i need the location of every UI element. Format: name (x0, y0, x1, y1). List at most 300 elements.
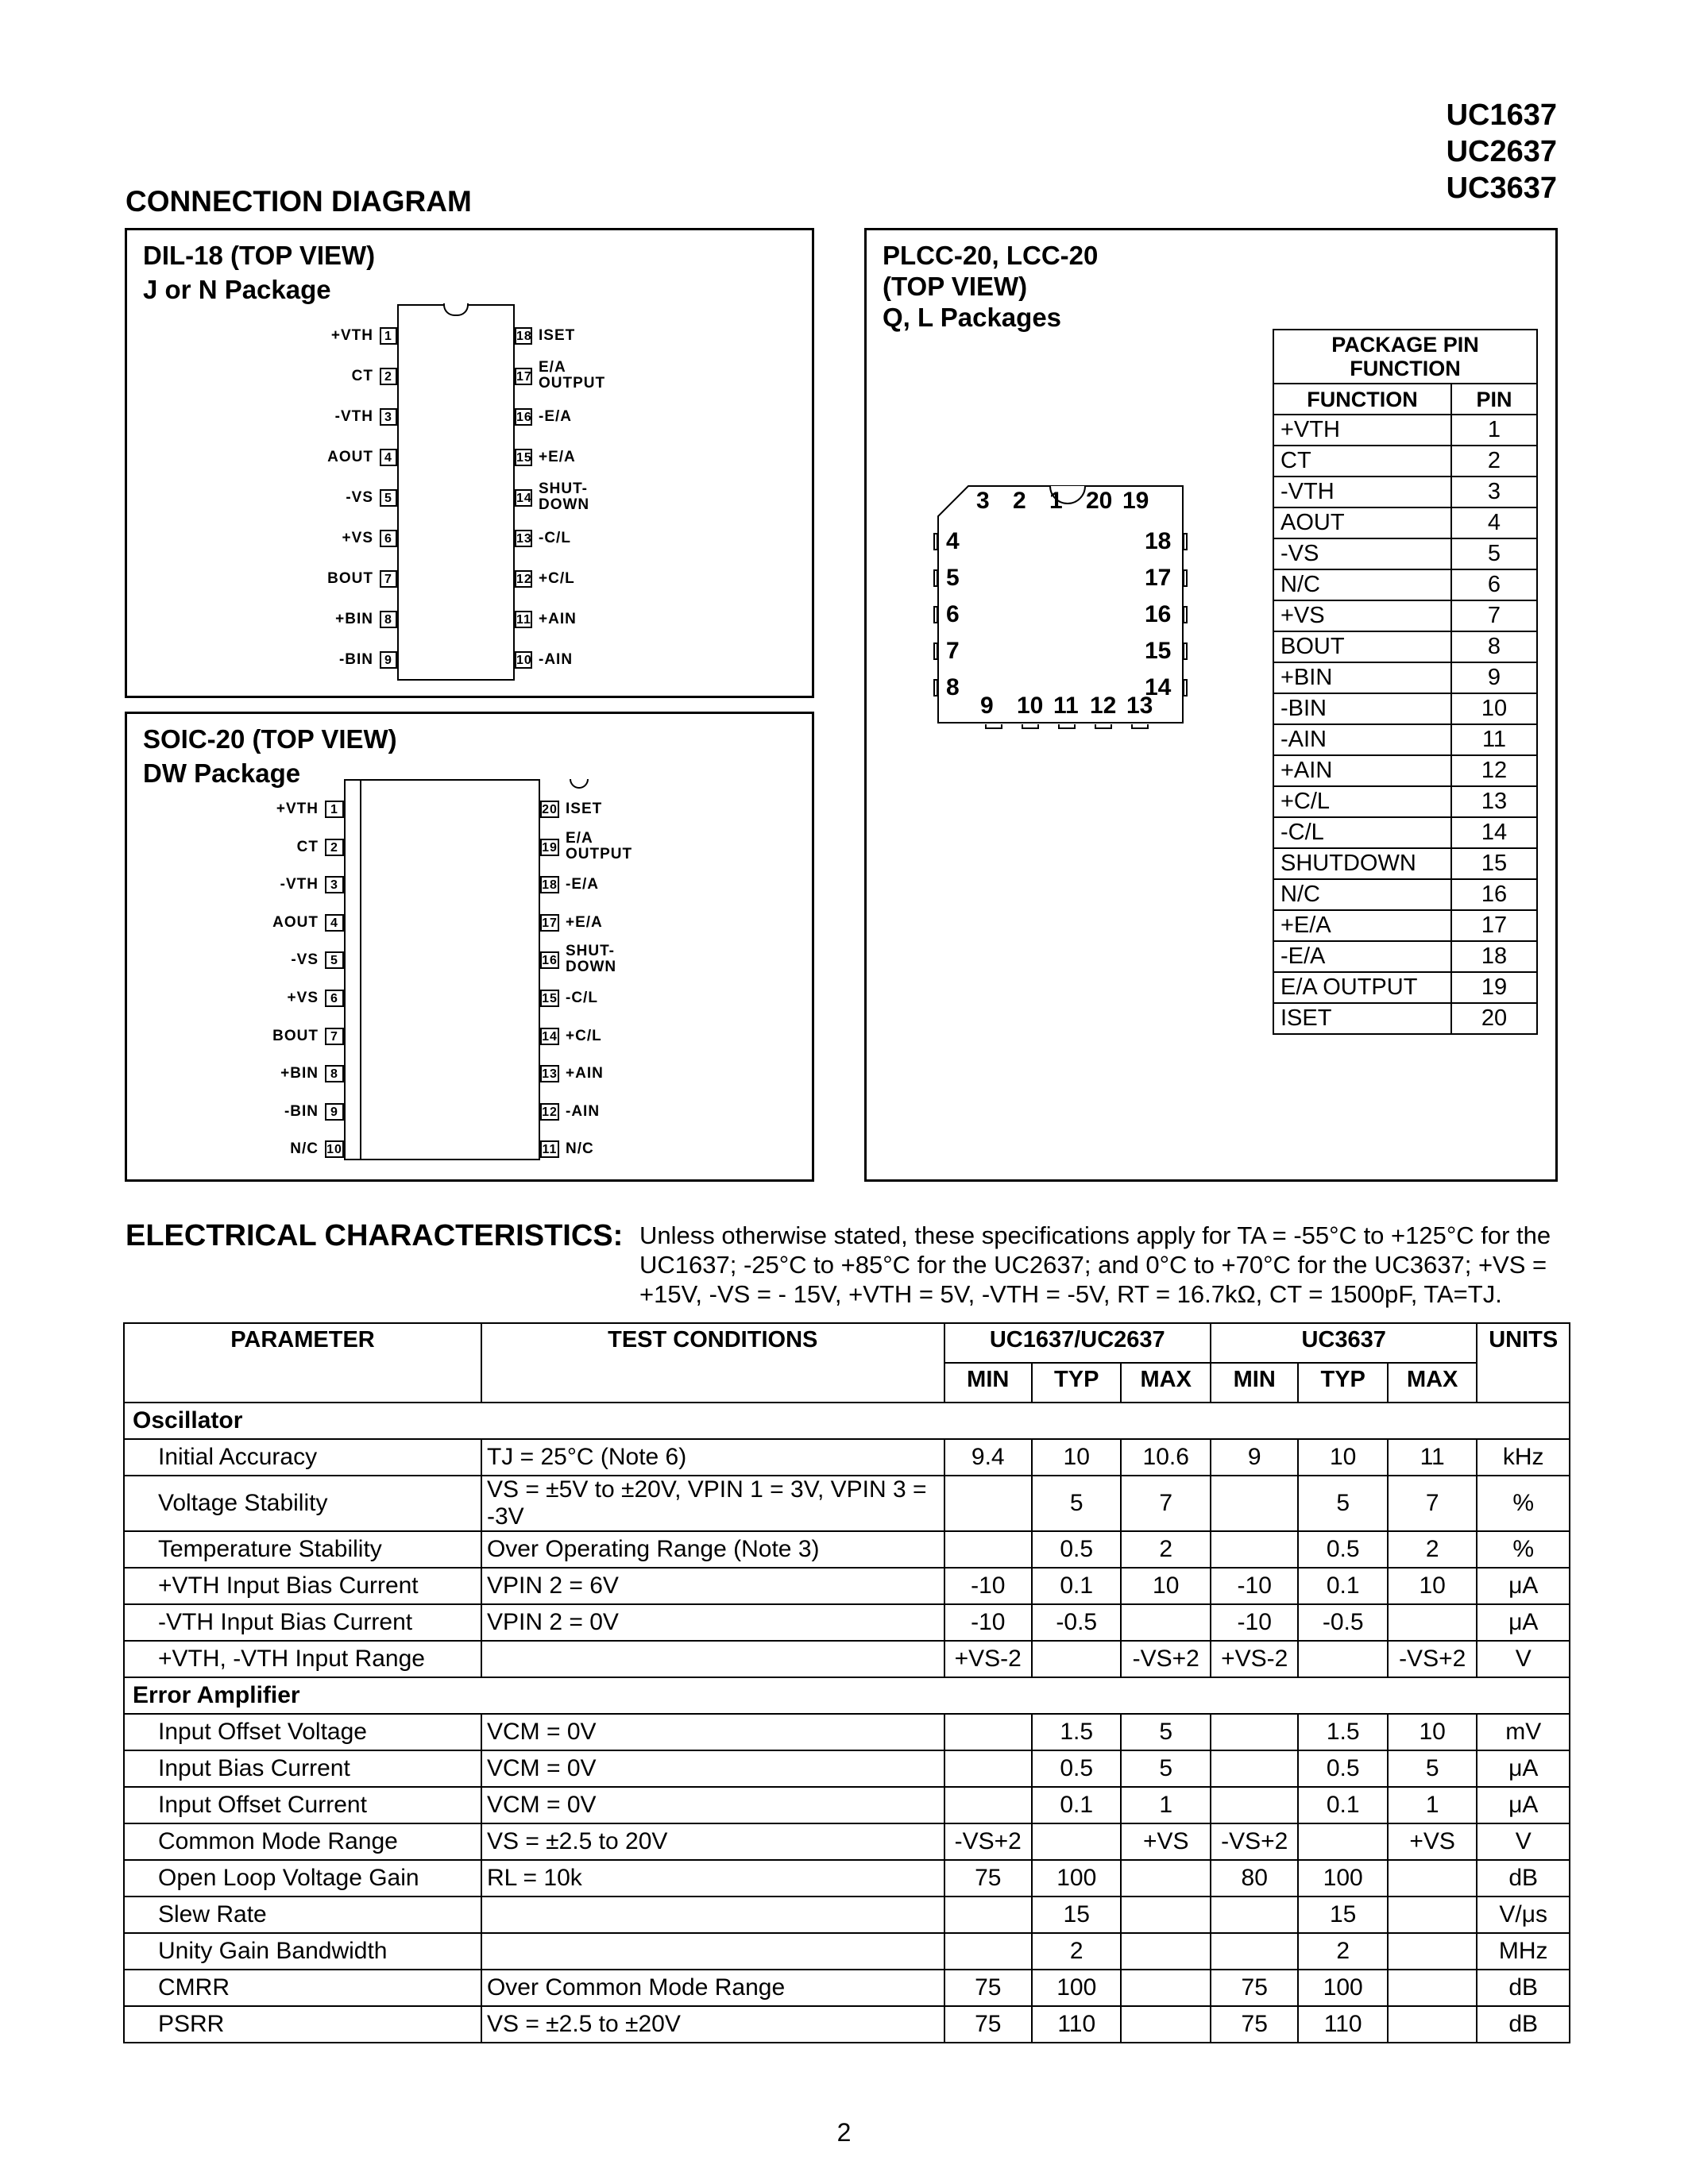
plcc-right-lead (1183, 642, 1188, 660)
pin-table-row (1273, 724, 1537, 755)
value-cell: 1 (1121, 1787, 1210, 1823)
plcc-right-pin-14: 14 (1145, 674, 1172, 700)
soic-left-pin-number: 5 (325, 951, 344, 969)
value-cell: 5 (1388, 1750, 1477, 1787)
value-cell (1121, 1604, 1210, 1641)
part-number-2: UC2637 (1446, 135, 1557, 168)
dil-right-pin-label (539, 408, 666, 425)
dil-right-pin-16 (515, 407, 674, 429)
dil-left-pin-1 (127, 326, 397, 348)
value-cell: 10 (1032, 1439, 1121, 1476)
header-max-2: MAX (1388, 1363, 1477, 1403)
value-cell (1121, 1933, 1210, 1970)
dil-18-box (125, 228, 814, 698)
soic-right-pin-15 (540, 988, 699, 1010)
soic-left-pin-number: 8 (325, 1065, 344, 1082)
value-cell (944, 1897, 1032, 1933)
pin-table-row (1273, 1003, 1537, 1034)
soic-right-pin-label (566, 990, 693, 1006)
value-cell: -VS+2 (1121, 1641, 1210, 1677)
soic-left-pin-label: AOUT (272, 913, 319, 931)
pin-table-pin-header: PIN (1451, 384, 1537, 415)
value-cell: -0.5 (1032, 1604, 1121, 1641)
value-cell: 5 (1121, 1750, 1210, 1787)
soic-right-pin-number: 17 (540, 914, 559, 932)
soic-right-pin-number: 19 (540, 839, 559, 856)
value-cell (1388, 1860, 1477, 1897)
soic-right-pin-label-1: -AIN (566, 1102, 601, 1120)
value-cell: 100 (1298, 1860, 1387, 1897)
pin-number-cell: 2 (1451, 446, 1537, 477)
value-cell: 2 (1121, 1531, 1210, 1568)
parameter-cell: PSRR (124, 2006, 481, 2043)
dil-right-pin-number: 18 (515, 327, 532, 345)
soic-left-pin-label: +VS (287, 990, 319, 1006)
plcc-top-pin-3: 3 (976, 488, 990, 514)
soic-right-pin-label-1: ISET (566, 801, 603, 817)
value-cell (1388, 1604, 1477, 1641)
units-cell: % (1477, 1476, 1570, 1531)
soic-left-pin-number: 9 (325, 1103, 344, 1121)
value-cell: 2 (1298, 1933, 1387, 1970)
value-cell: 75 (944, 2006, 1032, 2043)
soic-left-pin-label: -VTH (280, 876, 319, 893)
units-cell: % (1477, 1531, 1570, 1568)
value-cell: 1.5 (1032, 1714, 1121, 1750)
pin-function-cell: +AIN (1273, 755, 1451, 786)
units-cell: MHz (1477, 1933, 1570, 1970)
value-cell: 5 (1298, 1476, 1387, 1531)
soic-left-pin-label: +VTH (276, 801, 319, 817)
pin-table-row (1273, 786, 1537, 817)
soic-right-pin-label-2: DOWN (566, 959, 617, 976)
pin-number-cell: 19 (1451, 972, 1537, 1003)
dil-right-pin-number: 12 (515, 570, 532, 588)
header-units: UNITS (1477, 1323, 1570, 1403)
soic-left-pin-number: 4 (325, 914, 344, 932)
value-cell: -VS+2 (944, 1823, 1032, 1860)
pin-table-row (1273, 415, 1537, 446)
dil-right-pin-label-1: -AIN (539, 651, 574, 668)
pin-number-cell: 3 (1451, 477, 1537, 507)
plcc-left-pin-5: 5 (946, 565, 960, 591)
value-cell: 0.5 (1298, 1750, 1387, 1787)
table-row (124, 1476, 1570, 1531)
parameter-cell: Open Loop Voltage Gain (124, 1860, 481, 1897)
dil-left-pin-label: +VTH (330, 327, 373, 344)
dil-right-pin-number: 15 (515, 449, 532, 466)
pin-number-cell: 6 (1451, 569, 1537, 600)
pin-table-row (1273, 569, 1537, 600)
pin-number-cell: 7 (1451, 600, 1537, 631)
parameter-cell: +VTH, -VTH Input Range (124, 1641, 481, 1677)
table-row (124, 1787, 1570, 1823)
pin-table-row (1273, 693, 1537, 724)
soic-right-pin-number: 13 (540, 1065, 559, 1082)
dil-left-pin-label: CT (351, 368, 373, 384)
soic-left-pin-label: CT (296, 838, 319, 855)
section-name: Oscillator (124, 1403, 1570, 1439)
units-cell: dB (1477, 1970, 1570, 2006)
table-row (124, 1970, 1570, 2006)
dil-right-pin-label-1: E/A (539, 359, 566, 376)
soic-right-pin-13 (540, 1063, 699, 1086)
pin-function-cell: -VTH (1273, 477, 1451, 507)
soic-right-pin-label (566, 1028, 693, 1044)
value-cell: -10 (1211, 1604, 1298, 1641)
value-cell (944, 1476, 1032, 1531)
value-cell (1388, 1970, 1477, 2006)
soic-right-pin-label-2: OUTPUT (566, 845, 633, 862)
value-cell (944, 1714, 1032, 1750)
value-cell: 10 (1388, 1714, 1477, 1750)
header-max-1: MAX (1121, 1363, 1210, 1403)
value-cell (944, 1531, 1032, 1568)
soic-right-pin-17 (540, 913, 699, 935)
header-test-conditions: TEST CONDITIONS (481, 1323, 944, 1403)
soic-left-pin-4 (127, 913, 344, 935)
dil-right-pin-number: 14 (515, 489, 532, 507)
soic-notch (570, 779, 589, 789)
pin-table-row (1273, 972, 1537, 1003)
plcc-bottom-pin-12: 12 (1090, 693, 1117, 719)
plcc-right-pin-15: 15 (1145, 638, 1172, 664)
plcc-bottom-pin-10: 10 (1017, 693, 1044, 719)
plcc-left-lead (933, 533, 938, 550)
soic-right-pin-label (566, 1103, 693, 1120)
value-cell: 9 (1211, 1439, 1298, 1476)
pin-table-row (1273, 910, 1537, 941)
value-cell: 10 (1388, 1568, 1477, 1604)
pin-number-cell: 12 (1451, 755, 1537, 786)
value-cell: +VS-2 (1211, 1641, 1298, 1677)
value-cell: 0.1 (1298, 1787, 1387, 1823)
soic-20-box (125, 712, 814, 1182)
pin-number-cell: 5 (1451, 538, 1537, 569)
test-condition-cell (481, 1933, 944, 1970)
pin-table-row (1273, 662, 1537, 693)
test-condition-cell: Over Operating Range (Note 3) (481, 1531, 944, 1568)
page-number: 2 (836, 2118, 852, 2147)
value-cell: +VS-2 (944, 1641, 1032, 1677)
soic-left-pin-number: 1 (325, 801, 344, 818)
test-condition-cell: VS = ±2.5 to 20V (481, 1823, 944, 1860)
value-cell (1211, 1897, 1298, 1933)
pin-function-cell: +E/A (1273, 910, 1451, 941)
soic-right-pin-20 (540, 799, 699, 821)
pin-function-cell: -E/A (1273, 941, 1451, 972)
plcc-bottom-pin-9: 9 (980, 693, 994, 719)
dil-left-pin-number: 6 (380, 530, 397, 547)
pin-table-row (1273, 631, 1537, 662)
section-row (124, 1677, 1570, 1714)
plcc-top-pin-1: 1 (1049, 488, 1063, 514)
value-cell: -10 (944, 1568, 1032, 1604)
soic-left-pin-number: 6 (325, 990, 344, 1007)
pin-number-cell: 20 (1451, 1003, 1537, 1034)
test-condition-cell (481, 1641, 944, 1677)
parameter-cell: +VTH Input Bias Current (124, 1568, 481, 1604)
soic-left-pin-number: 7 (325, 1028, 344, 1045)
section-name: Error Amplifier (124, 1677, 1570, 1714)
soic-right-pin-label (566, 943, 693, 975)
soic-right-pin-number: 18 (540, 876, 559, 893)
plcc-left-pin-8: 8 (946, 674, 960, 700)
parameter-cell: Temperature Stability (124, 1531, 481, 1568)
pin-table-row (1273, 848, 1537, 879)
dil-right-pin-label (539, 360, 666, 392)
pin-function-cell: E/A OUTPUT (1273, 972, 1451, 1003)
dil-right-pin-15 (515, 447, 674, 469)
soic-left-pin-2 (127, 837, 344, 859)
dil-right-pin-label-1: -E/A (539, 408, 572, 425)
soic-right-pin-number: 15 (540, 990, 559, 1007)
value-cell (1211, 1531, 1298, 1568)
dil-left-pin-2 (127, 366, 397, 388)
units-cell: μA (1477, 1787, 1570, 1823)
value-cell: 5 (1032, 1476, 1121, 1531)
value-cell (1032, 1641, 1121, 1677)
value-cell: 2 (1388, 1531, 1477, 1568)
soic-right-pin-label-1: +C/L (566, 1027, 602, 1044)
soic-right-pin-number: 14 (540, 1028, 559, 1045)
value-cell: 110 (1032, 2006, 1121, 2043)
value-cell: -10 (1211, 1568, 1298, 1604)
dil-left-pin-label: +BIN (335, 611, 373, 627)
pin-table-row (1273, 507, 1537, 538)
parameter-cell: Input Offset Voltage (124, 1714, 481, 1750)
pin-table-row (1273, 477, 1537, 507)
electrical-conditions-text: Unless otherwise stated, these specifications apply for TA = -55°C to +125°C for the UC1637; -25°C to +85°C for the UC2637; and 0°C to +70°C for the UC3637; +VS = +15V, -VS = - 15V, +VTH = 5V, -VTH = -5V, RT = 16.7kΩ, CT = 1500pF, TA=TJ. (639, 1221, 1551, 1308)
value-cell: 9.4 (944, 1439, 1032, 1476)
soic-right-pin-label-1: +E/A (566, 913, 603, 931)
units-cell: μA (1477, 1568, 1570, 1604)
plcc-left-lead (933, 569, 938, 587)
pin-number-cell: 11 (1451, 724, 1537, 755)
parameter-cell: Input Bias Current (124, 1750, 481, 1787)
plcc-right-lead (1183, 679, 1188, 696)
plcc-left-lead (933, 606, 938, 623)
dil-right-pin-label (539, 651, 666, 668)
dil-package: J or N Package (143, 275, 331, 304)
value-cell: 0.5 (1032, 1750, 1121, 1787)
units-cell: kHz (1477, 1439, 1570, 1476)
table-row (124, 1604, 1570, 1641)
dil-left-pin-9 (127, 650, 397, 672)
dil-right-pin-number: 13 (515, 530, 532, 547)
table-row (124, 1714, 1570, 1750)
dil-left-pin-number: 8 (380, 611, 397, 628)
dil-right-pin-17 (515, 359, 674, 392)
pin-table-row (1273, 600, 1537, 631)
dil-right-pin-12 (515, 569, 674, 591)
dil-left-pin-label: -VS (346, 489, 373, 506)
value-cell: 110 (1298, 2006, 1387, 2043)
plcc-left-lead (933, 679, 938, 696)
pin-table-row (1273, 879, 1537, 910)
plcc-bottom-lead (1095, 724, 1112, 729)
value-cell: 80 (1211, 1860, 1298, 1897)
value-cell: 10 (1298, 1439, 1387, 1476)
header-typ-1: TYP (1032, 1363, 1121, 1403)
parameter-cell: CMRR (124, 1970, 481, 2006)
table-row (124, 1641, 1570, 1677)
pin-function-cell: -AIN (1273, 724, 1451, 755)
soic-left-pin-5 (127, 950, 344, 972)
table-row (124, 1933, 1570, 1970)
dil-right-pin-number: 16 (515, 408, 532, 426)
dil-right-pin-label (539, 481, 666, 513)
dil-right-pin-number: 17 (515, 368, 532, 385)
pin-table-row (1273, 538, 1537, 569)
soic-right-pin-number: 20 (540, 801, 559, 818)
value-cell: +VS (1121, 1823, 1210, 1860)
table-row (124, 1860, 1570, 1897)
soic-left-pin-label: -BIN (284, 1102, 319, 1120)
soic-left-pin-1 (127, 799, 344, 821)
test-condition-cell: VPIN 2 = 6V (481, 1568, 944, 1604)
plcc-title-2: (TOP VIEW) (883, 272, 1028, 301)
dil-left-pin-label: -VTH (334, 408, 373, 425)
dil-right-pin-label-1: SHUT- (539, 480, 588, 497)
value-cell: 75 (944, 1860, 1032, 1897)
units-cell: dB (1477, 1860, 1570, 1897)
soic-left-pin-label: -VS (291, 951, 319, 969)
plcc-bottom-lead (1058, 724, 1076, 729)
plcc-right-lead (1183, 533, 1188, 550)
value-cell (1211, 1714, 1298, 1750)
value-cell (1211, 1750, 1298, 1787)
value-cell (1388, 1933, 1477, 1970)
dil-right-pin-label-2: DOWN (539, 496, 590, 513)
pin-function-cell: AOUT (1273, 507, 1451, 538)
dil-left-pin-7 (127, 569, 397, 591)
soic-left-pin-3 (127, 874, 344, 897)
pin-number-cell: 10 (1451, 693, 1537, 724)
soic-right-pin-label (566, 801, 693, 817)
value-cell (1121, 1897, 1210, 1933)
dil-left-pin-label: +VS (342, 530, 373, 546)
header-min-1: MIN (944, 1363, 1032, 1403)
soic-left-pin-7 (127, 1026, 344, 1048)
pin-function-cell: +VS (1273, 600, 1451, 631)
electrical-characteristics-title: ELECTRICAL CHARACTERISTICS: (126, 1219, 624, 1252)
value-cell: 10.6 (1121, 1439, 1210, 1476)
pin-number-cell: 14 (1451, 817, 1537, 848)
pin-table-row (1273, 817, 1537, 848)
soic-chip-body (344, 779, 540, 1160)
soic-left-pin-number: 10 (325, 1140, 344, 1158)
soic-right-pin-label-1: -C/L (566, 990, 598, 1006)
connection-diagram-title: CONNECTION DIAGRAM (126, 185, 472, 218)
pin-table-row (1273, 755, 1537, 786)
dil-left-pin-label: AOUT (327, 449, 373, 465)
pin-function-cell: +C/L (1273, 786, 1451, 817)
value-cell (1388, 1897, 1477, 1933)
header-uc3637: UC3637 (1211, 1323, 1477, 1363)
dil-right-pin-13 (515, 528, 674, 550)
soic-left-pin-label: +BIN (280, 1065, 319, 1082)
soic-left-pin-10 (127, 1139, 344, 1161)
test-condition-cell: VPIN 2 = 0V (481, 1604, 944, 1641)
units-cell: V (1477, 1641, 1570, 1677)
soic-right-pin-label-1: +AIN (566, 1065, 604, 1082)
value-cell (1211, 1476, 1298, 1531)
plcc-right-lead (1183, 606, 1188, 623)
pin-number-cell: 4 (1451, 507, 1537, 538)
parameter-cell: Common Mode Range (124, 1823, 481, 1860)
dil-right-pin-label-2: OUTPUT (539, 375, 606, 392)
pin-number-cell: 1 (1451, 415, 1537, 446)
dil-left-pin-number: 3 (380, 408, 397, 426)
value-cell: 7 (1388, 1476, 1477, 1531)
plcc-right-lead (1183, 569, 1188, 587)
value-cell (1211, 1787, 1298, 1823)
table-row (124, 1531, 1570, 1568)
soic-right-pin-18 (540, 874, 699, 897)
value-cell: 0.5 (1032, 1531, 1121, 1568)
pin-number-cell: 17 (1451, 910, 1537, 941)
value-cell: 0.1 (1032, 1568, 1121, 1604)
header-typ-2: TYP (1298, 1363, 1387, 1403)
soic-left-pin-9 (127, 1102, 344, 1124)
soic-right-pin-19 (540, 829, 699, 862)
soic-left-pin-6 (127, 988, 344, 1010)
dil-left-pin-label: BOUT (327, 570, 373, 587)
plcc-right-pin-17: 17 (1145, 565, 1172, 591)
parameter-cell: -VTH Input Bias Current (124, 1604, 481, 1641)
dil-right-pin-18 (515, 326, 674, 348)
value-cell: 7 (1121, 1476, 1210, 1531)
value-cell: 100 (1298, 1970, 1387, 2006)
value-cell: 100 (1032, 1970, 1121, 2006)
soic-right-pin-label (566, 831, 693, 862)
dil-left-pin-number: 5 (380, 489, 397, 507)
plcc-bottom-pin-11: 11 (1053, 693, 1079, 719)
dil-left-pin-number: 1 (380, 327, 397, 345)
plcc-bottom-lead (1131, 724, 1149, 729)
pin-number-cell: 13 (1451, 786, 1537, 817)
plcc-top-pin-19: 19 (1122, 488, 1149, 514)
header-uc1637-uc2637: UC1637/UC2637 (944, 1323, 1211, 1363)
pin-number-cell: 8 (1451, 631, 1537, 662)
dil-right-pin-label (539, 327, 666, 344)
units-cell: V (1477, 1823, 1570, 1860)
units-cell: V/μs (1477, 1897, 1570, 1933)
value-cell: 1 (1388, 1787, 1477, 1823)
soic-right-pin-label-1: SHUT- (566, 943, 615, 960)
dil-right-pin-label-1: ISET (539, 327, 576, 344)
header-parameter: PARAMETER (124, 1323, 481, 1403)
value-cell: -VS+2 (1388, 1641, 1477, 1677)
plcc-left-lead (933, 642, 938, 660)
electrical-characteristics-table (123, 1322, 1570, 2043)
plcc-right-pin-18: 18 (1145, 528, 1172, 554)
soic-right-pin-label-1: E/A (566, 829, 593, 847)
soic-left-pin-8 (127, 1063, 344, 1086)
dil-left-pin-4 (127, 447, 397, 469)
soic-right-pin-number: 11 (540, 1140, 559, 1158)
value-cell: 75 (1211, 1970, 1298, 2006)
dil-left-pin-number: 9 (380, 651, 397, 669)
dil-left-pin-3 (127, 407, 397, 429)
value-cell: -10 (944, 1604, 1032, 1641)
dil-right-pin-label-1: -C/L (539, 530, 571, 546)
pin-table-row (1273, 446, 1537, 477)
test-condition-cell: TJ = 25°C (Note 6) (481, 1439, 944, 1476)
dil-left-pin-label: -BIN (338, 651, 373, 668)
soic-left-pin-number: 3 (325, 876, 344, 893)
